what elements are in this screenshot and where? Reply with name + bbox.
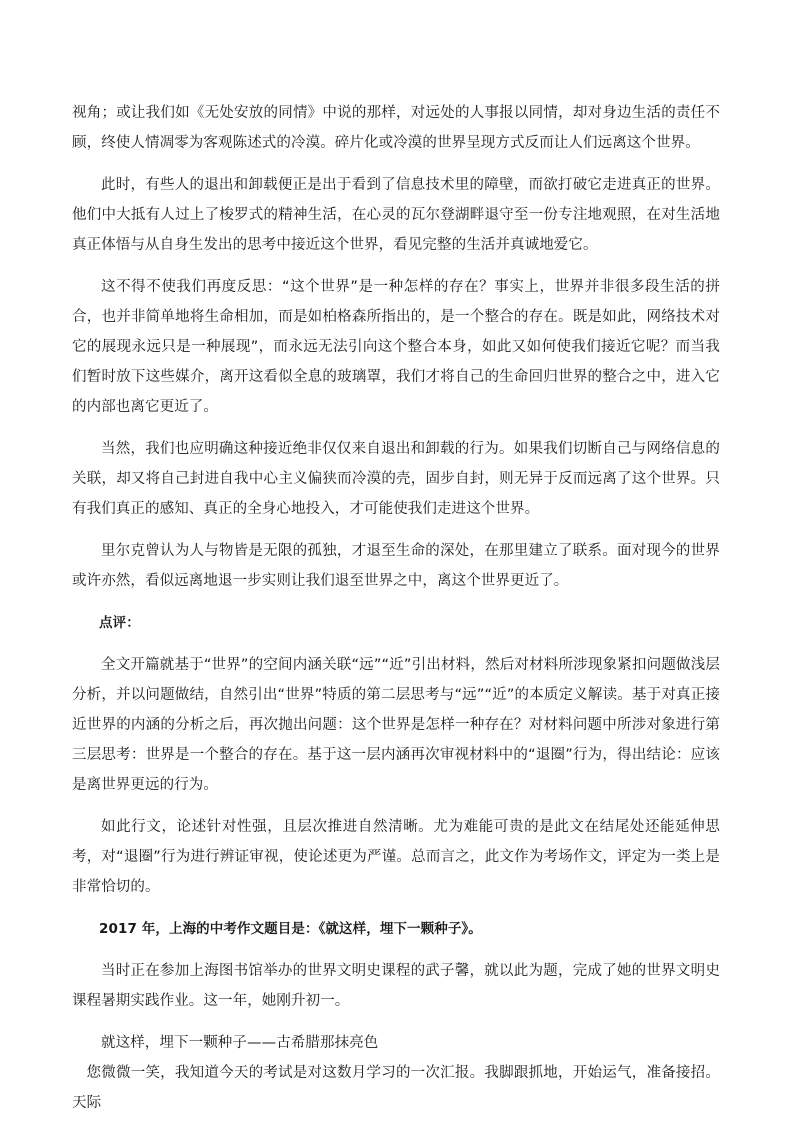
body-paragraph-3: 这不得不使我们再度反思：“这个世界”是一种怎样的存在？事实上，世界并非很多段生活的拼合，也并非简单地将生命相加，而是如柏格森所指出的，是一个整合的存在。既是如此，网络技术对它的展现永远只是一种展现”，而永远无法引向这个整合本身，如此又如何使我们接近它呢？而当我们暂时放下这些媒介，离开这看似全息的玻璃罩，我们才将自己的生命回归世界的整合之中，进入它的内部也离它更近了。 [72, 279, 720, 415]
essay-title: 就这样，埋下一颗种子——古希腊那抹亮色 [101, 1035, 379, 1051]
body-paragraph-2: 此时，有些人的退出和卸载便正是出于看到了信息技术里的障壁，而欲打破它走进真正的世界。他们中大抵有人过上了梭罗式的精神生活，在心灵的瓦尔登湖畔退守至一份专注地观照，在对生活地真正体悟与从自身生发出的思考中接近这个世界，看见完整的生活并真诚地爱它。 [72, 177, 720, 253]
intro-paragraph: 当时正在参加上海图书馆举办的世界文明史课程的武子馨，就以此为题，完成了她的世界文明史课程暑期实践作业。这一年，她刚升初一。 [72, 963, 720, 1009]
body-paragraph-1: 视角；或让我们如《无处安放的同情》中说的那样，对远处的人事报以同情，却对身边生活的责任不顾，终使人情凋零为客观陈述式的冷漠。碎片化或冷漠的世界呈现方式反而让人们远离这个世界。 [72, 105, 720, 151]
body-paragraph-4: 当然，我们也应明确这种接近绝非仅仅来自退出和卸载的行为。如果我们切断自己与网络信息的关联，却又将自己封进自我中心主义偏狭而冷漠的壳，固步自封，则无异于反而远离了这个世界。只有我们真正的感知、真正的全身心地投入，才可能使我们走进这个世界。 [72, 441, 720, 517]
body-paragraph-5: 里尔克曾认为人与物皆是无限的孤独，才退至生命的深处，在那里建立了联系。面对现今的世界或许亦然，看似远离地退一步实则让我们退至世界之中，离这个世界更近了。 [72, 543, 720, 589]
review-paragraph-2: 如此行文，论述针对性强，且层次推进自然清晰。尤为难能可贵的是此文在结尾处还能延伸思考，对“退圈”行为进行辨证审视，使论述更为严谨。总而言之，此文作为考场作文，评定为一类上是非常恰切的。 [72, 819, 720, 895]
exam-heading: 2017 年，上海的中考作文题目是：《就这样，埋下一颗种子》。 [99, 921, 482, 937]
essay-first-line: 您微微一笑，我知道今天的考试是对这数月学习的一次汇报。我脚跟抓地，开始运气，准备接招。天际 [72, 1065, 720, 1111]
review-label: 点评： [99, 615, 140, 631]
document-body [72, 98, 720, 1118]
review-paragraph-1: 全文开篇就基于“世界”的空间内涵关联“远”“近”引出材料，然后对材料所涉现象紧扣问题做浅层分析，并以问题做结，自然引出“世界”特质的第二层思考与“远”“近”的本质定义解读。基于对真正接近世界的内涵的分析之后，再次抛出问题：这个世界是怎样一种存在？对材料问题中所涉对象进行第三层思考：世界是一个整合的存在。基于这一层内涵再次审视材料中的“退圈”行为，得出结论：应该是离世界更远的行为。 [72, 657, 720, 793]
